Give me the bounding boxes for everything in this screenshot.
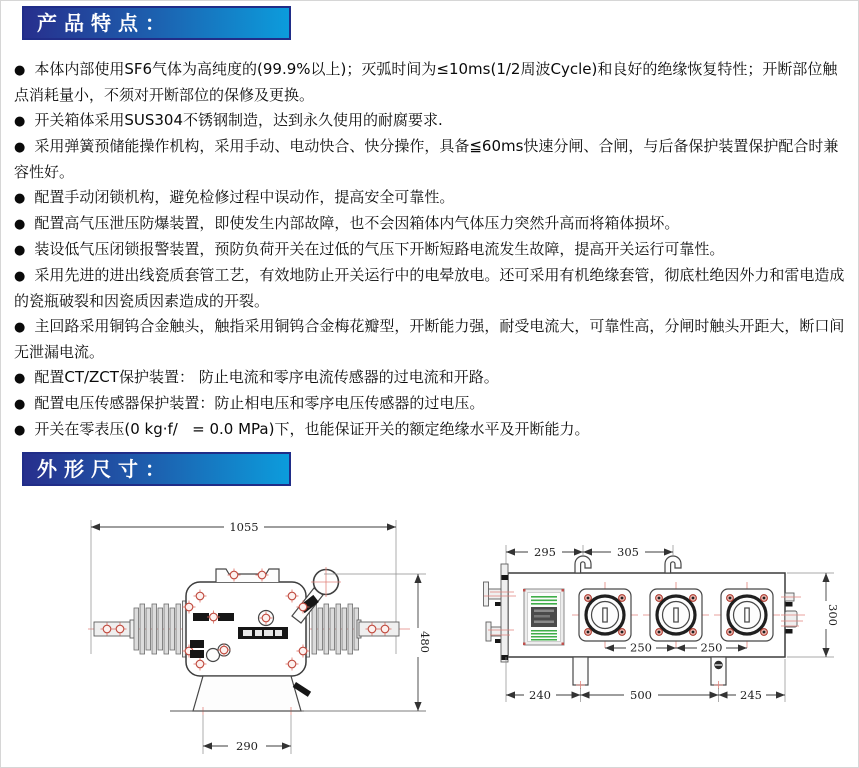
- bullet-icon: ●: [14, 423, 26, 438]
- feature-item: [14, 185, 846, 211]
- bullet-icon: ●: [14, 63, 26, 78]
- dim-label-pitch-right: 250: [700, 640, 723, 655]
- front-view-drawing: [66, 504, 461, 767]
- dim-label-top-left: 295: [534, 545, 556, 559]
- bullet-icon: ●: [14, 140, 26, 155]
- feature-item: [14, 57, 846, 108]
- dim-base-width: [203, 715, 291, 754]
- feature-text: 采用先进的进出线瓷质套管工艺，有效地防止开关运行中的电晕放电。还可采用有机绝缘套管，彻底杜绝因外力和雷电造成的瓷瓶破裂和因瓷质因素造成的开裂。: [14, 266, 845, 310]
- feature-item: [14, 134, 846, 185]
- feature-item: [14, 211, 846, 237]
- feature-text: 配置电压传感器保护装置：防止相电压和零序电压传感器的过电压。: [34, 394, 485, 412]
- dim-label-bottom-left: 240: [529, 688, 551, 702]
- left-bushing: [94, 601, 191, 657]
- section-banner-dimensions: [22, 452, 291, 486]
- base-pedestal: [170, 676, 426, 715]
- feature-item: [14, 237, 846, 263]
- feature-text: 开关箱体采用SUS304不锈钢制造，达到永久使用的耐腐要求.: [34, 111, 443, 129]
- pole-flanges: [572, 582, 780, 648]
- feature-text: 装设低气压闭锁报警装置，预防负荷开关在过低的气压下开断短路电流发生故障，提高开关运行可靠性。: [34, 240, 725, 258]
- dim-label-side-height: 300: [826, 604, 840, 626]
- bullet-icon: ●: [14, 320, 26, 335]
- bullet-icon: ●: [14, 217, 26, 232]
- dim-label-bottom-right: 245: [740, 688, 762, 702]
- feature-text: 配置CT/ZCT保护装置： 防止电流和零序电流传感器的过电流和开路。: [34, 368, 499, 386]
- feature-item: [14, 391, 846, 417]
- feature-item: [14, 314, 846, 365]
- feature-text: 主回路采用铜钨合金触头，触指采用铜钨合金梅花瓣型，开断能力强，耐受电流大，可靠性高，分闸时触头开距大，断口间无泄漏电流。: [14, 317, 845, 361]
- dim-label-top-right: 305: [617, 545, 639, 559]
- side-view-drawing: [468, 538, 857, 738]
- section-banner-features: [22, 6, 291, 40]
- feature-text: 配置高气压泄压防爆装置，即使发生内部故障，也不会因箱体内气体压力突然升高而将箱体损坏。: [34, 214, 680, 232]
- feature-text: 采用弹簧预储能操作机构，采用手动、电动快合、快分操作，具备≦60ms快速分闸、合闸，与后备保护装置保护配合时兼容性好。: [14, 137, 839, 181]
- right-bushing: [301, 601, 399, 657]
- feature-text: 开关在零表压(0 kg·f/ = 0.0 MPa)下，也能保证开关的额定绝缘水平及开断能力。: [34, 420, 590, 438]
- dim-label-height: 480: [418, 631, 432, 653]
- dim-label-base-width: 290: [236, 739, 258, 753]
- bullet-icon: ●: [14, 371, 26, 386]
- features-title: 产品特点：: [37, 11, 172, 35]
- dim-bottom: [506, 657, 785, 702]
- feature-text: 配置手动闭锁机构，避免检修过程中误动作，提高安全可靠性。: [34, 188, 455, 206]
- mounting-legs: [573, 657, 726, 689]
- bullet-icon: ●: [14, 114, 26, 129]
- bullet-icon: ●: [14, 269, 26, 284]
- feature-item: [14, 365, 846, 391]
- nameplate: [523, 589, 564, 645]
- dimensions-title: 外形尺寸：: [37, 457, 172, 481]
- dim-label-overall-width: 1055: [229, 520, 259, 534]
- feature-text: 本体内部使用SF6气体为高纯度的(99.9%以上)；灭弧时间为≤10ms(1/2周波Cycle)和良好的绝缘恢复特性；开断部位触点消耗量小，不须对开断部位的保修及更换。: [14, 60, 838, 104]
- feature-item: [14, 263, 846, 314]
- feature-item: [14, 108, 846, 134]
- dim-label-pitch-left: 250: [630, 640, 652, 655]
- bullet-icon: ●: [14, 243, 26, 258]
- feature-item: [14, 417, 846, 443]
- features-list: [14, 57, 846, 443]
- bullet-icon: ●: [14, 397, 26, 412]
- dim-label-bottom-center: 500: [630, 688, 652, 702]
- bullet-icon: ●: [14, 191, 26, 206]
- top-bracket: [216, 569, 279, 583]
